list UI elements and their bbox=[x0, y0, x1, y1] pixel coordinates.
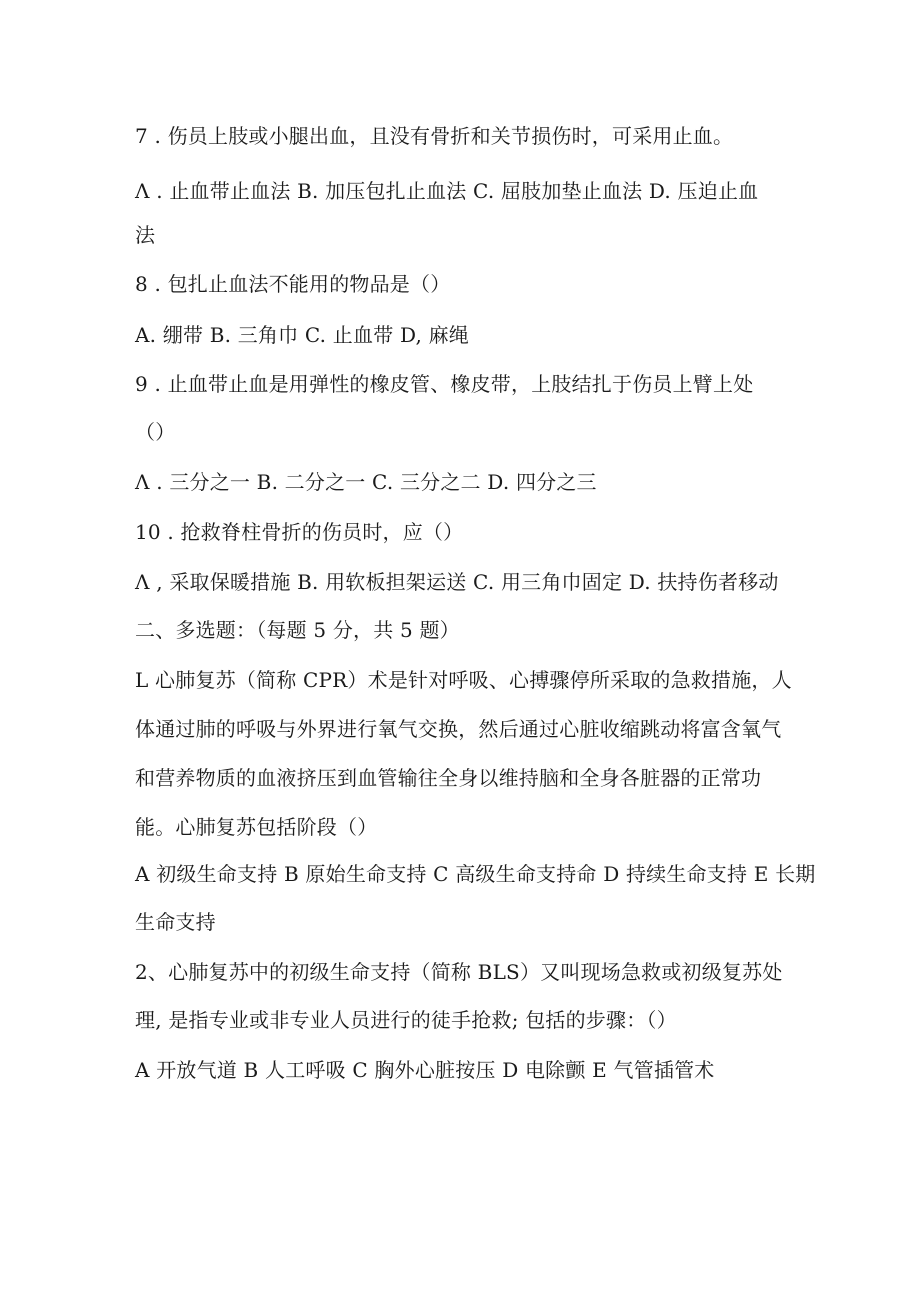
q10-options: Λ , 采取保暖措施 B. 用软板担架运送 C. 用三角巾固定 D. 扶持伤者移动 bbox=[135, 570, 779, 594]
q10-stem: 10 . 抢救脊柱骨折的伤员时，应（） bbox=[135, 520, 464, 544]
q7-options: Λ . 止血带止血法 B. 加压包扎止血法 C. 屈肢加垫止血法 D. 压迫止血 bbox=[135, 179, 759, 203]
mq2-stem-2: 理, 是指专业或非专业人员进行的徒手抢救; 包括的步骤：（） bbox=[135, 1008, 677, 1032]
section-heading: 二、多选题：（每题 5 分，共 5 题） bbox=[135, 618, 460, 642]
mq2-options: A 开放气道 B 人工呼吸 C 胸外心脏按压 D 电除颤 E 气管插管术 bbox=[135, 1058, 715, 1082]
q9-stem-cont: （） bbox=[135, 420, 176, 444]
q8-options: A. 绷带 B. 三角巾 C. 止血带 D, 麻绳 bbox=[135, 323, 469, 347]
q7-stem: 7 . 伤员上肢或小腿出血，且没有骨折和关节损伤时，可采用止血。 bbox=[135, 124, 734, 148]
mq1-stem-1: L 心肺复苏（简称 CPR）术是针对呼吸、心搏骤停所采取的急救措施，人 bbox=[135, 668, 792, 692]
mq1-stem-3: 和营养物质的血液挤压到血管输往全身以维持脑和全身各脏器的正常功 bbox=[135, 766, 762, 790]
mq1-stem-4: 能。心肺复苏包括阶段（） bbox=[135, 815, 378, 839]
q9-options: Λ . 三分之一 B. 二分之一 C. 三分之二 D. 四分之三 bbox=[135, 470, 597, 494]
mq2-stem-1: 2、心肺复苏中的初级生命支持（简称 BLS）又叫现场急救或初级复苏处 bbox=[135, 960, 783, 984]
mq1-options: A 初级生命支持 B 原始生命支持 C 高级生命支持命 D 持续生命支持 E 长期 bbox=[135, 862, 816, 886]
q7-options-cont: 法 bbox=[135, 223, 156, 247]
mq1-stem-2: 体通过肺的呼吸与外界进行氧气交换，然后通过心脏收缩跳动将富含氧气 bbox=[135, 717, 782, 741]
q8-stem: 8 . 包扎止血法不能用的物品是（） bbox=[135, 272, 451, 296]
mq1-options-cont: 生命支持 bbox=[135, 910, 216, 934]
q9-stem: 9 . 止血带止血是用弹性的橡皮管、橡皮带，上肢结扎于伤员上臂上处 bbox=[135, 372, 754, 396]
